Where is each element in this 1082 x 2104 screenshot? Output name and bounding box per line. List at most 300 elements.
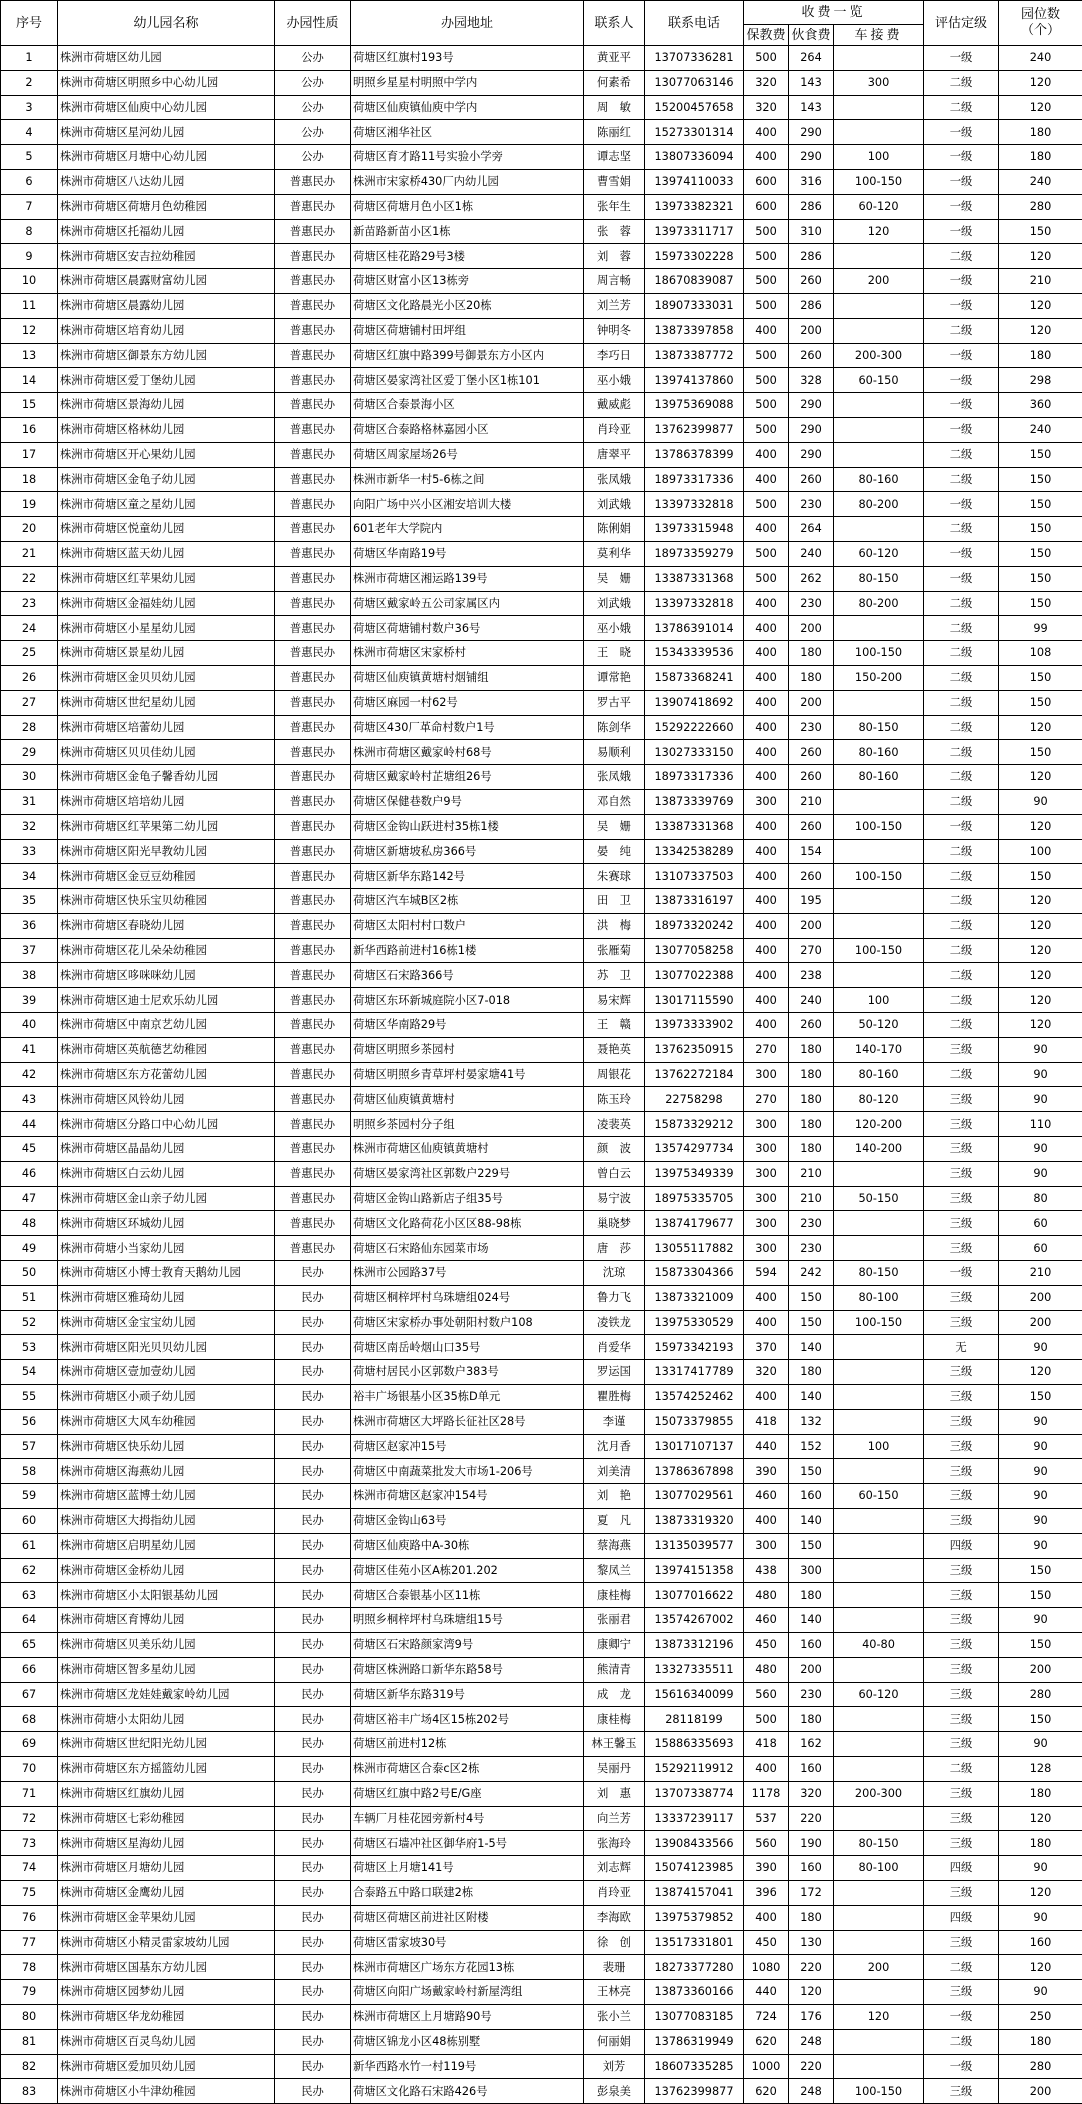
cell-care-fee: 300 — [744, 1533, 789, 1558]
cell-bus-fee: 100 — [834, 1434, 924, 1459]
cell-care-fee: 400 — [744, 1905, 789, 1930]
table-row — [1, 1434, 1082, 1459]
table-row — [1, 913, 1082, 938]
cell-grade: 三级 — [924, 1831, 999, 1856]
cell-bus-fee — [834, 1806, 924, 1831]
cell-grade: 一级 — [924, 541, 999, 566]
cell-bus-fee — [834, 1211, 924, 1236]
header-name: 幼儿园名称 — [58, 1, 275, 46]
cell-seats: 180 — [999, 1781, 1082, 1806]
cell-phone: 18973317336 — [645, 467, 744, 492]
table-row — [1, 492, 1082, 517]
cell-contact: 徐 创 — [584, 1930, 645, 1955]
cell-no: 38 — [1, 963, 58, 988]
cell-grade: 三级 — [924, 1161, 999, 1186]
cell-contact: 陈俐娟 — [584, 517, 645, 542]
cell-contact: 戴威彪 — [584, 393, 645, 418]
cell-meal-fee: 180 — [789, 641, 834, 666]
cell-address: 株洲市荷塘区合泰c区2栋 — [351, 1756, 584, 1781]
cell-bus-fee: 100 — [834, 145, 924, 170]
cell-no: 72 — [1, 1806, 58, 1831]
cell-bus-fee — [834, 293, 924, 318]
cell-bus-fee — [834, 1335, 924, 1360]
cell-contact: 曹雪娟 — [584, 169, 645, 194]
table-row — [1, 1112, 1082, 1137]
cell-name: 株洲市荷塘区景海幼儿园 — [58, 393, 275, 418]
table-row — [1, 2004, 1082, 2029]
cell-bus-fee — [834, 393, 924, 418]
cell-contact: 黎凤兰 — [584, 1558, 645, 1583]
cell-meal-fee: 160 — [789, 1756, 834, 1781]
cell-address: 荷塘区湘华社区 — [351, 120, 584, 145]
cell-care-fee: 400 — [744, 1756, 789, 1781]
cell-name: 株洲市荷塘区托福幼儿园 — [58, 219, 275, 244]
cell-grade: 二级 — [924, 665, 999, 690]
cell-no: 46 — [1, 1161, 58, 1186]
cell-address: 荷塘区新华东路319号 — [351, 1682, 584, 1707]
cell-care-fee: 400 — [744, 988, 789, 1013]
cell-meal-fee: 260 — [789, 1013, 834, 1038]
cell-contact: 刘兰芳 — [584, 293, 645, 318]
cell-meal-fee: 220 — [789, 1806, 834, 1831]
cell-nature: 民办 — [275, 2054, 351, 2079]
cell-name: 株洲市荷塘区晨露财富幼儿园 — [58, 269, 275, 294]
cell-seats: 90 — [999, 1608, 1082, 1633]
cell-name: 株洲市荷塘区金宝宝幼儿园 — [58, 1310, 275, 1335]
cell-phone: 13874179677 — [645, 1211, 744, 1236]
cell-contact: 田 卫 — [584, 889, 645, 914]
cell-grade: 三级 — [924, 1484, 999, 1509]
cell-name: 株洲市荷塘区御景东方幼儿园 — [58, 343, 275, 368]
cell-name: 株洲市荷塘区培蕾幼儿园 — [58, 715, 275, 740]
cell-care-fee: 320 — [744, 95, 789, 120]
cell-contact: 沈琼 — [584, 1261, 645, 1286]
cell-grade: 二级 — [924, 641, 999, 666]
cell-meal-fee: 286 — [789, 244, 834, 269]
cell-care-fee: 400 — [744, 690, 789, 715]
cell-care-fee: 390 — [744, 1856, 789, 1881]
table-row — [1, 1161, 1082, 1186]
cell-grade: 三级 — [924, 1583, 999, 1608]
cell-name: 株洲市荷塘区金福娃幼儿园 — [58, 591, 275, 616]
cell-contact: 聂艳英 — [584, 1037, 645, 1062]
cell-grade: 二级 — [924, 889, 999, 914]
cell-name: 株洲市荷塘区金鹰幼儿园 — [58, 1880, 275, 1905]
cell-no: 66 — [1, 1657, 58, 1682]
cell-seats: 90 — [999, 1137, 1082, 1162]
table-row — [1, 715, 1082, 740]
cell-no: 75 — [1, 1880, 58, 1905]
cell-care-fee: 480 — [744, 1657, 789, 1682]
cell-phone: 13973382321 — [645, 194, 744, 219]
cell-name: 株洲市荷塘小太阳幼儿园 — [58, 1707, 275, 1732]
cell-phone: 15973342193 — [645, 1335, 744, 1360]
cell-bus-fee — [834, 1385, 924, 1410]
cell-phone: 13574267002 — [645, 1608, 744, 1633]
cell-contact: 颜 波 — [584, 1137, 645, 1162]
cell-care-fee: 320 — [744, 1360, 789, 1385]
cell-care-fee: 450 — [744, 1930, 789, 1955]
cell-bus-fee — [834, 839, 924, 864]
cell-bus-fee: 200-300 — [834, 1781, 924, 1806]
cell-grade: 一级 — [924, 368, 999, 393]
cell-nature: 普惠民办 — [275, 442, 351, 467]
cell-seats: 150 — [999, 665, 1082, 690]
cell-no: 36 — [1, 913, 58, 938]
cell-contact: 康卿宁 — [584, 1633, 645, 1658]
cell-name: 株洲市荷塘区海燕幼儿园 — [58, 1459, 275, 1484]
cell-contact: 熊清青 — [584, 1657, 645, 1682]
cell-phone: 13807336094 — [645, 145, 744, 170]
cell-name: 株洲市荷塘区雅琦幼儿园 — [58, 1285, 275, 1310]
cell-name: 株洲市荷塘小当家幼儿园 — [58, 1236, 275, 1261]
cell-seats: 120 — [999, 988, 1082, 1013]
cell-nature: 普惠民办 — [275, 765, 351, 790]
cell-no: 51 — [1, 1285, 58, 1310]
cell-nature: 普惠民办 — [275, 244, 351, 269]
cell-seats: 150 — [999, 492, 1082, 517]
table-row — [1, 1980, 1082, 2005]
cell-grade: 一级 — [924, 393, 999, 418]
cell-address: 荷塘区文化路石宋路426号 — [351, 2079, 584, 2104]
cell-contact: 张凤娥 — [584, 467, 645, 492]
cell-address: 新苗路新苗小区1栋 — [351, 219, 584, 244]
cell-nature: 普惠民办 — [275, 1236, 351, 1261]
cell-phone: 13762399877 — [645, 2079, 744, 2104]
cell-seats: 280 — [999, 2054, 1082, 2079]
cell-no: 33 — [1, 839, 58, 864]
cell-phone: 15973302228 — [645, 244, 744, 269]
cell-address: 株洲市宋家桥430厂内幼儿园 — [351, 169, 584, 194]
cell-no: 14 — [1, 368, 58, 393]
cell-grade: 二级 — [924, 988, 999, 1013]
cell-name: 株洲市荷塘区月塘幼儿园 — [58, 1856, 275, 1881]
cell-nature: 普惠民办 — [275, 467, 351, 492]
table-row — [1, 244, 1082, 269]
cell-care-fee: 500 — [744, 1707, 789, 1732]
cell-nature: 民办 — [275, 1756, 351, 1781]
cell-name: 株洲市荷塘区金苹果幼儿园 — [58, 1905, 275, 1930]
cell-phone: 13975379852 — [645, 1905, 744, 1930]
cell-seats: 120 — [999, 1013, 1082, 1038]
cell-contact: 王 赣 — [584, 1013, 645, 1038]
cell-meal-fee: 264 — [789, 46, 834, 71]
cell-no: 50 — [1, 1261, 58, 1286]
cell-no: 28 — [1, 715, 58, 740]
cell-seats: 180 — [999, 343, 1082, 368]
cell-no: 21 — [1, 541, 58, 566]
cell-phone: 13873339769 — [645, 789, 744, 814]
cell-contact: 刘芳 — [584, 2054, 645, 2079]
cell-grade: 四级 — [924, 1533, 999, 1558]
cell-name: 株洲市荷塘区分路口中心幼儿园 — [58, 1112, 275, 1137]
table-row — [1, 616, 1082, 641]
cell-care-fee: 300 — [744, 1062, 789, 1087]
cell-care-fee: 270 — [744, 1087, 789, 1112]
cell-care-fee: 500 — [744, 492, 789, 517]
cell-contact: 刘志辉 — [584, 1856, 645, 1881]
table-row — [1, 1806, 1082, 1831]
cell-grade: 三级 — [924, 1409, 999, 1434]
cell-care-fee: 300 — [744, 1211, 789, 1236]
table-row — [1, 2079, 1082, 2104]
cell-address: 明照乡星星村明照中学内 — [351, 70, 584, 95]
table-row — [1, 1955, 1082, 1980]
cell-meal-fee: 264 — [789, 517, 834, 542]
cell-nature: 民办 — [275, 1533, 351, 1558]
cell-meal-fee: 200 — [789, 913, 834, 938]
table-row — [1, 70, 1082, 95]
cell-contact: 唐翠平 — [584, 442, 645, 467]
cell-care-fee: 400 — [744, 765, 789, 790]
cell-seats: 150 — [999, 1583, 1082, 1608]
cell-grade: 一级 — [924, 46, 999, 71]
cell-address: 荷塘区荷塘铺村数户36号 — [351, 616, 584, 641]
cell-no: 44 — [1, 1112, 58, 1137]
cell-seats: 120 — [999, 293, 1082, 318]
cell-contact: 莫利华 — [584, 541, 645, 566]
cell-address: 荷塘区华南路19号 — [351, 541, 584, 566]
table-row — [1, 393, 1082, 418]
cell-name: 株洲市荷塘区大拇指幼儿园 — [58, 1509, 275, 1534]
cell-name: 株洲市荷塘区大风车幼稚园 — [58, 1409, 275, 1434]
cell-seats: 90 — [999, 1087, 1082, 1112]
cell-contact: 苏 卫 — [584, 963, 645, 988]
cell-name: 株洲市荷塘区八达幼儿园 — [58, 169, 275, 194]
cell-address: 荷塘区佳苑小区A栋201.202 — [351, 1558, 584, 1583]
cell-grade: 一级 — [924, 145, 999, 170]
cell-nature: 普惠民办 — [275, 318, 351, 343]
cell-meal-fee: 172 — [789, 1880, 834, 1905]
cell-meal-fee: 230 — [789, 492, 834, 517]
cell-address: 荷塘区戴家岭五公司家属区内 — [351, 591, 584, 616]
table-row — [1, 145, 1082, 170]
cell-bus-fee: 80-160 — [834, 467, 924, 492]
cell-care-fee: 400 — [744, 318, 789, 343]
header-address: 办园地址 — [351, 1, 584, 46]
cell-meal-fee: 260 — [789, 864, 834, 889]
cell-nature: 普惠民办 — [275, 864, 351, 889]
cell-no: 65 — [1, 1633, 58, 1658]
cell-no: 56 — [1, 1409, 58, 1434]
cell-name: 株洲市荷塘区悦童幼儿园 — [58, 517, 275, 542]
cell-contact: 沈月香 — [584, 1434, 645, 1459]
cell-bus-fee: 50-120 — [834, 1013, 924, 1038]
cell-nature: 普惠民办 — [275, 219, 351, 244]
cell-phone: 13974151358 — [645, 1558, 744, 1583]
cell-phone: 15073379855 — [645, 1409, 744, 1434]
cell-meal-fee: 180 — [789, 1037, 834, 1062]
cell-address: 株洲市新华一村5-6栋之间 — [351, 467, 584, 492]
cell-bus-fee — [834, 963, 924, 988]
cell-grade: 三级 — [924, 1930, 999, 1955]
cell-seats: 120 — [999, 95, 1082, 120]
cell-address: 荷塘区麻园一村62号 — [351, 690, 584, 715]
table-row — [1, 95, 1082, 120]
cell-bus-fee: 40-80 — [834, 1633, 924, 1658]
cell-name: 株洲市荷塘区壹加壹幼儿园 — [58, 1360, 275, 1385]
cell-grade: 二级 — [924, 244, 999, 269]
cell-care-fee: 400 — [744, 1013, 789, 1038]
cell-phone: 13786378399 — [645, 442, 744, 467]
cell-name: 株洲市荷塘区七彩幼稚园 — [58, 1806, 275, 1831]
cell-contact: 巢晓梦 — [584, 1211, 645, 1236]
cell-seats: 80 — [999, 1186, 1082, 1211]
cell-care-fee: 400 — [744, 467, 789, 492]
cell-nature: 普惠民办 — [275, 690, 351, 715]
table-row — [1, 1087, 1082, 1112]
cell-address: 荷塘区东环新城庭院小区7-018 — [351, 988, 584, 1013]
cell-seats: 90 — [999, 1980, 1082, 2005]
cell-meal-fee: 230 — [789, 1211, 834, 1236]
cell-nature: 民办 — [275, 1385, 351, 1410]
cell-seats: 180 — [999, 1831, 1082, 1856]
cell-meal-fee: 230 — [789, 1682, 834, 1707]
cell-grade: 二级 — [924, 1062, 999, 1087]
header-meal-fee: 伙食费 — [789, 25, 834, 46]
cell-care-fee: 600 — [744, 169, 789, 194]
cell-meal-fee: 220 — [789, 1955, 834, 1980]
cell-care-fee: 370 — [744, 1335, 789, 1360]
cell-care-fee: 400 — [744, 665, 789, 690]
cell-contact: 张雁菊 — [584, 938, 645, 963]
cell-contact: 巫小娥 — [584, 368, 645, 393]
cell-bus-fee: 100-150 — [834, 169, 924, 194]
table-row — [1, 1930, 1082, 1955]
cell-care-fee: 500 — [744, 219, 789, 244]
cell-contact: 夏 凡 — [584, 1509, 645, 1534]
cell-grade: 二级 — [924, 95, 999, 120]
cell-no: 1 — [1, 46, 58, 71]
cell-bus-fee: 140-170 — [834, 1037, 924, 1062]
cell-meal-fee: 180 — [789, 1583, 834, 1608]
cell-name: 株洲市荷塘区培育幼儿园 — [58, 318, 275, 343]
cell-bus-fee — [834, 1930, 924, 1955]
cell-name: 株洲市荷塘区小牛津幼稚园 — [58, 2079, 275, 2104]
table-row — [1, 690, 1082, 715]
cell-seats: 250 — [999, 2004, 1082, 2029]
cell-contact: 何丽娟 — [584, 2029, 645, 2054]
cell-nature: 普惠民办 — [275, 1112, 351, 1137]
cell-bus-fee — [834, 1583, 924, 1608]
cell-bus-fee: 80-100 — [834, 1285, 924, 1310]
table-row — [1, 591, 1082, 616]
cell-nature: 民办 — [275, 1955, 351, 1980]
cell-no: 11 — [1, 293, 58, 318]
cell-phone: 13707338774 — [645, 1781, 744, 1806]
cell-address: 株洲市荷塘区湘运路139号 — [351, 566, 584, 591]
cell-bus-fee: 100-150 — [834, 814, 924, 839]
cell-no: 79 — [1, 1980, 58, 2005]
cell-phone: 15886335693 — [645, 1732, 744, 1757]
cell-seats: 150 — [999, 591, 1082, 616]
cell-care-fee: 1080 — [744, 1955, 789, 1980]
cell-grade: 一级 — [924, 2004, 999, 2029]
table-row — [1, 293, 1082, 318]
table-row — [1, 814, 1082, 839]
cell-nature: 民办 — [275, 2029, 351, 2054]
cell-nature: 民办 — [275, 1930, 351, 1955]
table-row — [1, 1707, 1082, 1732]
cell-seats: 120 — [999, 938, 1082, 963]
cell-phone: 13397332818 — [645, 492, 744, 517]
cell-care-fee: 500 — [744, 541, 789, 566]
cell-address: 荷塘区保健巷数户9号 — [351, 789, 584, 814]
cell-care-fee: 400 — [744, 1310, 789, 1335]
cell-nature: 民办 — [275, 1409, 351, 1434]
cell-nature: 民办 — [275, 1781, 351, 1806]
cell-nature: 民办 — [275, 1806, 351, 1831]
cell-address: 荷塘区前进村12栋 — [351, 1732, 584, 1757]
cell-bus-fee: 120 — [834, 219, 924, 244]
cell-phone: 13077022388 — [645, 963, 744, 988]
cell-care-fee: 460 — [744, 1484, 789, 1509]
cell-phone: 28118199 — [645, 1707, 744, 1732]
cell-seats: 200 — [999, 1310, 1082, 1335]
cell-address: 荷塘区仙庾路中A-30栋 — [351, 1533, 584, 1558]
cell-nature: 普惠民办 — [275, 541, 351, 566]
cell-no: 78 — [1, 1955, 58, 1980]
cell-address: 株洲市荷塘区大坪路长征社区28号 — [351, 1409, 584, 1434]
cell-no: 25 — [1, 641, 58, 666]
cell-nature: 民办 — [275, 1707, 351, 1732]
cell-contact: 凌铁龙 — [584, 1310, 645, 1335]
cell-seats: 150 — [999, 1558, 1082, 1583]
cell-meal-fee: 152 — [789, 1434, 834, 1459]
cell-no: 49 — [1, 1236, 58, 1261]
cell-address: 荷塘区合泰景海小区 — [351, 393, 584, 418]
cell-no: 3 — [1, 95, 58, 120]
cell-bus-fee — [834, 244, 924, 269]
cell-grade: 三级 — [924, 1186, 999, 1211]
cell-bus-fee — [834, 1558, 924, 1583]
cell-address: 荷塘区430厂革命村数户1号 — [351, 715, 584, 740]
cell-nature: 普惠民办 — [275, 269, 351, 294]
cell-name: 株洲市荷塘区国基东方幼儿园 — [58, 1955, 275, 1980]
cell-bus-fee: 60-150 — [834, 368, 924, 393]
cell-grade: 一级 — [924, 566, 999, 591]
cell-care-fee: 400 — [744, 442, 789, 467]
table-row — [1, 1756, 1082, 1781]
cell-address: 荷塘区红旗村193号 — [351, 46, 584, 71]
cell-care-fee: 400 — [744, 963, 789, 988]
cell-bus-fee: 80-150 — [834, 1831, 924, 1856]
cell-contact: 陈丽红 — [584, 120, 645, 145]
cell-care-fee: 400 — [744, 616, 789, 641]
cell-name: 株洲市荷塘区花儿朵朵幼稚园 — [58, 938, 275, 963]
cell-grade: 二级 — [924, 1756, 999, 1781]
cell-grade: 二级 — [924, 2029, 999, 2054]
cell-address: 荷塘区石宋路仙东园菜市场 — [351, 1236, 584, 1261]
cell-meal-fee: 180 — [789, 1137, 834, 1162]
cell-address: 荷塘区明照乡青草坪村晏家塘41号 — [351, 1062, 584, 1087]
cell-seats: 90 — [999, 1037, 1082, 1062]
cell-grade: 二级 — [924, 839, 999, 864]
cell-contact: 李谨 — [584, 1409, 645, 1434]
cell-care-fee: 560 — [744, 1831, 789, 1856]
cell-address: 荷塘区仙庾镇黄塘村 — [351, 1087, 584, 1112]
header-nature: 办园性质 — [275, 1, 351, 46]
cell-seats: 120 — [999, 889, 1082, 914]
cell-contact: 罗古平 — [584, 690, 645, 715]
table-row — [1, 1360, 1082, 1385]
table-row — [1, 219, 1082, 244]
cell-grade: 二级 — [924, 591, 999, 616]
cell-address: 荷塘区仙庾镇黄塘村烟铺组 — [351, 665, 584, 690]
cell-nature: 普惠民办 — [275, 938, 351, 963]
cell-contact: 林王馨玉 — [584, 1732, 645, 1757]
cell-care-fee: 560 — [744, 1682, 789, 1707]
